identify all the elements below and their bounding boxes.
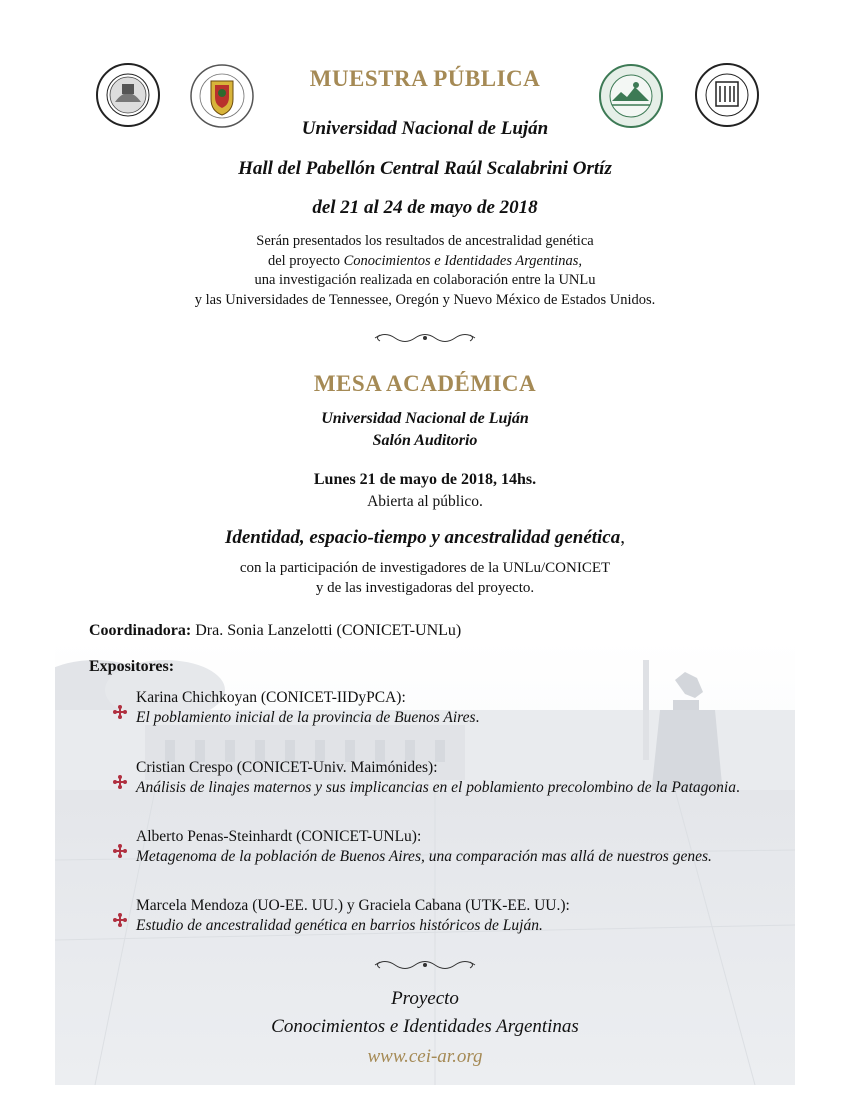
cross-bullet-icon — [112, 704, 128, 720]
expositor-talk-title: Estudio de ancestralidad genética en barrios históricos de Luján. — [136, 917, 543, 934]
expositores-label: Expositores: — [89, 658, 175, 675]
expositor-talk — [136, 778, 740, 798]
expositor-talk-title: Análisis de linajes maternos y sus implicancias en el poblamiento precolombino de la Patagonia — [136, 779, 736, 796]
expositor-talk-tail: . — [475, 709, 480, 726]
cross-bullet-icon — [112, 774, 128, 790]
expositor-item — [136, 827, 712, 867]
expositor-item — [136, 688, 479, 728]
expositor-talk-tail: . — [735, 779, 740, 796]
intro-text — [0, 232, 850, 310]
intro-line-2-prefix: del proyecto — [267, 252, 344, 269]
intro-line-3: una investigación realizada en colaboración entre la UNLu — [254, 272, 596, 288]
mesa-topic-title: Identidad, espacio-tiempo y ancestralidad genética — [224, 527, 621, 548]
mesa-topic — [0, 527, 850, 549]
intro-line-2 — [0, 252, 850, 272]
expositor-talk — [136, 916, 570, 936]
mesa-participation — [0, 558, 850, 598]
intro-line-4: y las Universidades de Tennessee, Oregón y Nuevo México de Estados Unidos. — [194, 291, 656, 308]
coordinadora — [89, 622, 461, 640]
mesa-open: Abierta al público. — [367, 493, 483, 510]
expositor-talk-title: Metagenoma de la población de Buenos Aires, una comparación mas allá de nuestros genes. — [136, 848, 712, 865]
coordinadora-value: Dra. Sonia Lanzelotti (CONICET-UNLu) — [195, 622, 462, 639]
ornament-divider — [372, 330, 478, 351]
ornament-divider — [372, 957, 478, 978]
expositor-talk-title: El poblamiento inicial de la provincia de Buenos Aires — [136, 709, 476, 726]
mesa-date: Lunes 21 de mayo de 2018, 14hs. — [313, 471, 537, 488]
expositor-name: Alberto Penas-Steinhardt (CONICET-UNLu): — [136, 828, 422, 845]
cross-bullet-icon — [112, 912, 128, 928]
footer-url-link[interactable]: www.cei-ar.org — [367, 1046, 483, 1067]
expositor-talk — [136, 847, 712, 867]
expositor-name: Marcela Mendoza (UO-EE. UU.) y Graciela Cabana (UTK-EE. UU.): — [136, 897, 570, 914]
expositor-name: Cristian Crespo (CONICET-Univ. Maimónides): — [136, 759, 438, 776]
intro-project-name: Conocimientos e Identidades Argentinas, — [343, 252, 583, 269]
muestra-title: MUESTRA PÚBLICA — [309, 66, 541, 91]
expositor-item — [136, 896, 570, 936]
mesa-topic-comma: , — [620, 527, 625, 548]
cross-bullet-icon — [112, 843, 128, 859]
participation-line-2: y de las investigadoras del proyecto. — [315, 580, 535, 596]
expositor-item — [136, 758, 740, 798]
mesa-place-university: Universidad Nacional de Luján — [321, 410, 529, 427]
intro-line-1: Serán presentados los resultados de ancestralidad genética — [256, 233, 594, 249]
expositor-name: Karina Chichkoyan (CONICET-IIDyPCA): — [136, 689, 406, 706]
muestra-hall: Hall del Pabellón Central Raúl Scalabrini Ortíz — [238, 158, 612, 179]
muestra-dates: del 21 al 24 de mayo de 2018 — [312, 197, 538, 218]
expositor-talk — [136, 708, 479, 728]
footer-project-label: Proyecto — [391, 988, 459, 1009]
coordinadora-label: Coordinadora: — [89, 622, 192, 639]
footer-project-name: Conocimientos e Identidades Argentinas — [271, 1016, 579, 1037]
participation-line-1: con la participación de investigadores de la UNLu/CONICET — [239, 560, 611, 576]
muestra-university: Universidad Nacional de Luján — [301, 118, 549, 139]
mesa-title: MESA ACADÉMICA — [313, 371, 537, 396]
mesa-place-auditorio: Salón Auditorio — [372, 432, 478, 449]
